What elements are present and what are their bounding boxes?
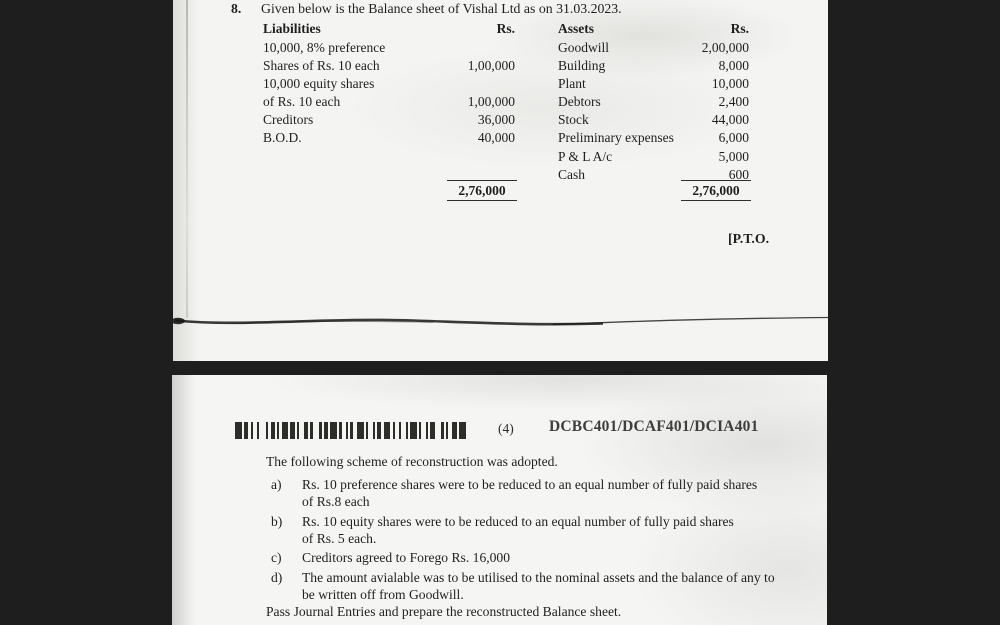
- scheme-intro: The following scheme of reconstruction was adopted.: [266, 454, 558, 469]
- page-2-scan: [172, 375, 827, 625]
- item-text: [302, 513, 816, 547]
- table-row: [263, 75, 515, 93]
- barcode-gap: [313, 422, 320, 439]
- row-value: 600: [728, 166, 749, 182]
- row-value: 8,000: [718, 57, 749, 73]
- item-letter: b): [271, 514, 283, 529]
- assets-total: 2,76,000: [681, 180, 751, 201]
- closing-instruction: Pass Journal Entries and prepare the reconstructed Balance sheet.: [266, 604, 622, 619]
- row-label: Goodwill: [558, 39, 610, 55]
- item-line: Rs. 10 preference shares were to be reduced to an equal number of fully paid shares: [302, 477, 758, 492]
- row-value: 6,000: [718, 130, 749, 146]
- row-label: B.O.D.: [263, 130, 302, 146]
- barcode-gap: [466, 422, 468, 439]
- row-label: Stock: [558, 112, 589, 128]
- table-row: [558, 111, 749, 129]
- row-label: of Rs. 10 each: [263, 94, 341, 110]
- table-row: [558, 39, 749, 57]
- row-value: 1,00,000: [467, 57, 515, 73]
- row-value: 10,000: [711, 75, 749, 91]
- barcode-bar: [330, 422, 337, 439]
- assets-header-row: [558, 20, 749, 39]
- item-letter: a): [271, 477, 282, 492]
- row-value: 36,000: [477, 112, 515, 128]
- barcode-bar: [410, 422, 417, 439]
- horizontal-fold-crease: [173, 304, 828, 334]
- item-letter: d): [271, 570, 283, 585]
- liabilities-total: 2,76,000: [447, 180, 517, 201]
- table-row: [263, 111, 515, 129]
- page-number: (4): [498, 421, 514, 436]
- scheme-item-b: [271, 513, 816, 547]
- table-row: [558, 148, 749, 166]
- row-label: P & L A/c: [558, 148, 613, 164]
- liabilities-column: [263, 20, 515, 148]
- row-label: Preliminary expenses: [558, 130, 674, 146]
- page-1-scan: [173, 0, 828, 361]
- item-text: [302, 549, 816, 566]
- assets-column: [558, 20, 749, 184]
- item-line: The amount avialable was to be utilised to the nominal assets and the balance of any to: [302, 570, 775, 585]
- row-label: Debtors: [558, 94, 601, 110]
- barcode: [235, 422, 468, 439]
- row-value: 1,00,000: [467, 94, 515, 110]
- row-value: 44,000: [711, 112, 749, 128]
- liabilities-header: Liabilities: [263, 21, 321, 36]
- table-row: [558, 75, 749, 93]
- row-label: 10,000 equity shares: [263, 75, 375, 91]
- course-code: DCBC401/DCAF401/DCIA401: [549, 418, 759, 435]
- table-row: [558, 57, 749, 75]
- row-label: Plant: [558, 75, 586, 91]
- vertical-fold-crease: [186, 0, 188, 318]
- row-value: 5,000: [718, 148, 749, 164]
- pto-marker: [P.T.O.: [728, 231, 770, 246]
- scheme-item-d: [271, 569, 816, 603]
- liabilities-header-row: [263, 20, 515, 39]
- scheme-item-a: [271, 476, 816, 510]
- row-label: Shares of Rs. 10 each: [263, 57, 380, 73]
- assets-rs-header: Rs.: [730, 21, 749, 36]
- barcode-bar: [282, 422, 289, 439]
- table-row: [263, 93, 515, 111]
- barcode-bar: [357, 422, 364, 439]
- barcode-bar: [384, 422, 391, 439]
- item-line: Rs. 10 equity shares were to be reduced to an equal number of fully paid shares: [302, 514, 734, 529]
- question-number: 8.: [231, 1, 242, 16]
- barcode-bar: [235, 422, 242, 439]
- item-text: [302, 569, 816, 603]
- table-row: [558, 129, 749, 147]
- assets-header: Assets: [558, 21, 594, 36]
- table-row: [263, 39, 515, 57]
- row-value: 40,000: [477, 130, 515, 146]
- question-title: Given below is the Balance sheet of Vishal Ltd as on 31.03.2023.: [261, 1, 622, 16]
- item-line: Creditors agreed to Forego Rs. 16,000: [302, 550, 511, 565]
- row-value: 2,00,000: [701, 39, 749, 55]
- barcode-gap: [259, 422, 266, 439]
- table-row: [263, 57, 515, 75]
- item-text: [302, 476, 816, 510]
- item-letter: c): [271, 550, 282, 565]
- item-line: of Rs. 5 each.: [302, 531, 377, 547]
- row-value: 2,400: [718, 94, 749, 110]
- item-line: be written off from Goodwill.: [302, 587, 464, 603]
- row-label: Cash: [558, 166, 585, 182]
- row-label: 10,000, 8% preference: [263, 39, 386, 55]
- item-line: of Rs.8 each: [302, 494, 370, 510]
- table-row: [263, 129, 515, 147]
- barcode-bar: [459, 422, 466, 439]
- row-label: Creditors: [263, 112, 314, 128]
- row-label: Building: [558, 57, 606, 73]
- scheme-item-c: [271, 549, 816, 566]
- barcode-gap: [435, 422, 442, 439]
- liabilities-rs-header: Rs.: [496, 21, 515, 36]
- table-row: [558, 93, 749, 111]
